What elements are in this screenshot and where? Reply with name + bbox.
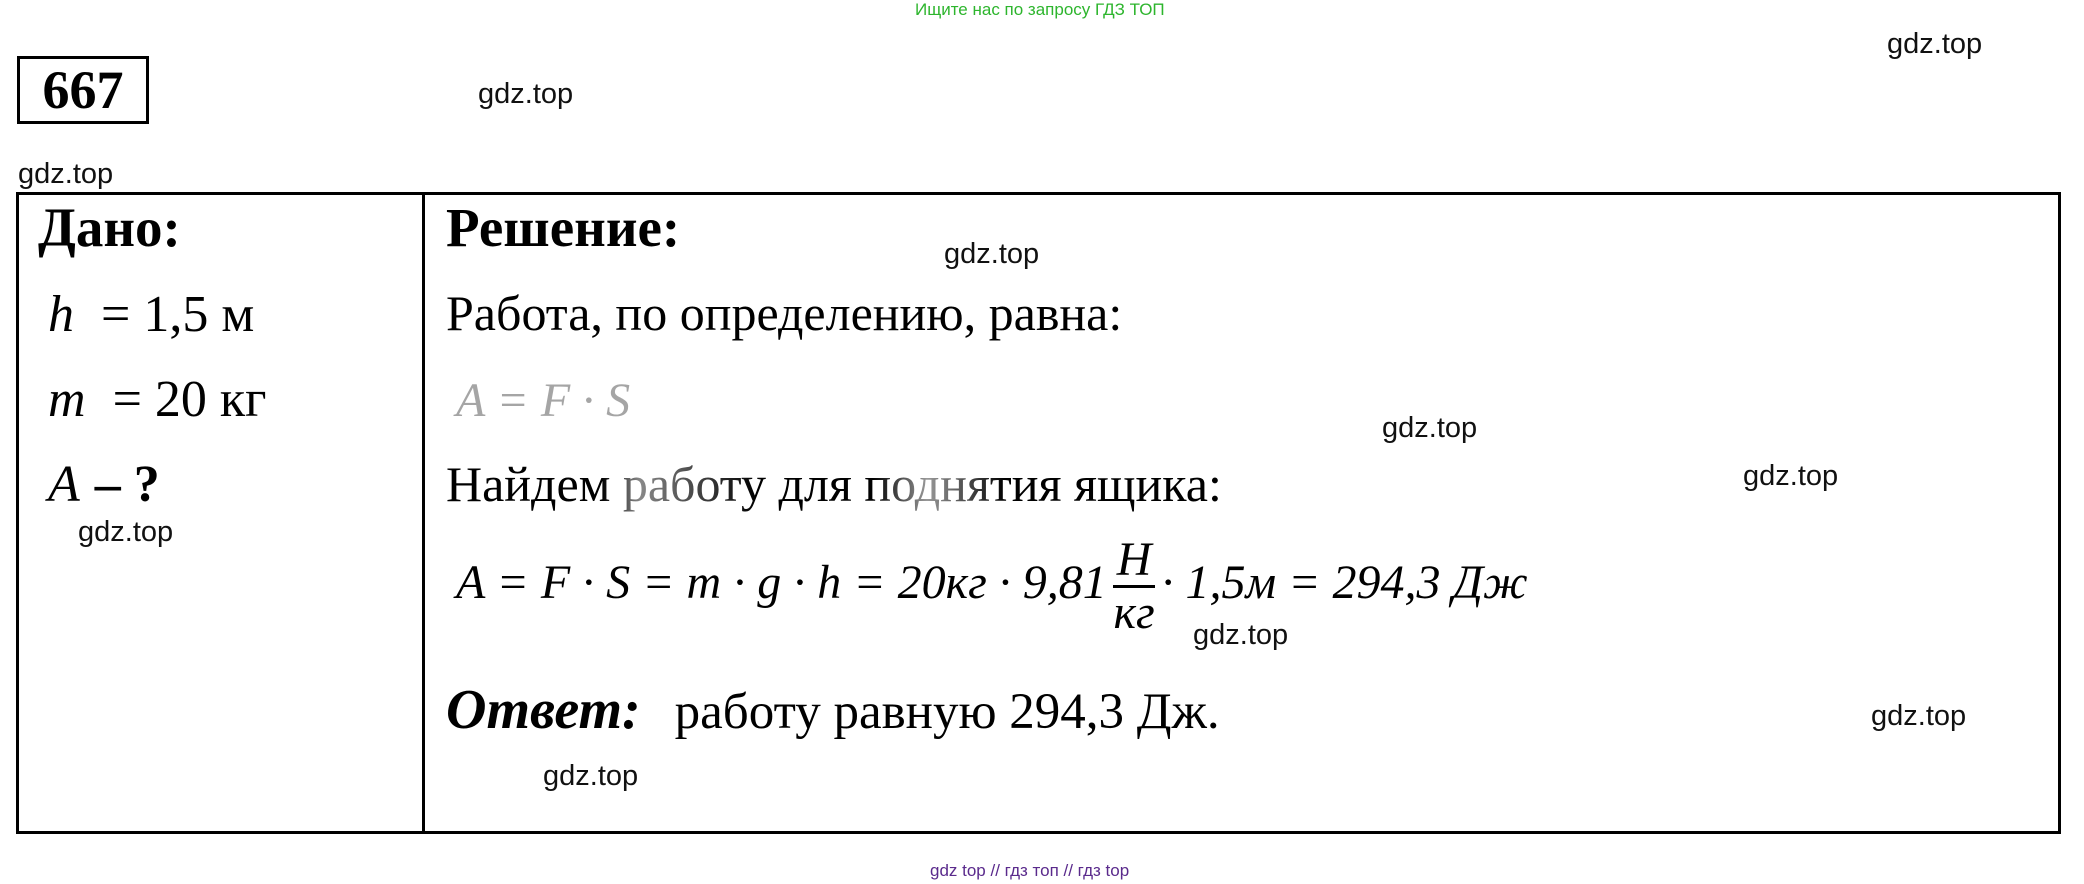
watermark: gdz.top [1887, 28, 1983, 60]
answer-text: работу равную 294,3 Дж. [674, 684, 1220, 740]
given-heading: Дано: [38, 197, 181, 258]
watermark: gdz.top [944, 238, 1040, 270]
value-h: = 1,5 м [101, 286, 255, 343]
work-formula [456, 373, 630, 428]
var-a: A [48, 456, 80, 513]
unit-fraction [1113, 535, 1156, 639]
work-formula-text: A = F · S [456, 374, 631, 427]
calc-left: A = F · S = m · g · h = 20кг · 9,81 [456, 555, 1107, 609]
calc-right: · 1,5м = 294,3 Дж [1161, 555, 1528, 609]
watermark: gdz.top [1871, 700, 1967, 732]
value-m: = 20 кг [112, 371, 267, 428]
unknown-a: – ? [94, 456, 160, 513]
watermark: gdz.top [1743, 460, 1839, 492]
find-work-text: Найдем работу для поднятия ящика: [446, 456, 1222, 512]
watermark: gdz.top [1382, 412, 1478, 444]
given-m [48, 370, 266, 429]
column-divider [422, 192, 425, 834]
definition-line: Работа, по определению, равна: [446, 285, 1123, 341]
watermark: gdz.top [478, 78, 574, 110]
problem-number: 667 [17, 56, 149, 124]
search-banner: Ищите нас по запросу ГДЗ ТОП [915, 0, 1165, 19]
calculation-formula [456, 535, 1528, 639]
fraction-denominator: кг [1113, 586, 1155, 640]
given-h [48, 285, 254, 344]
watermark: gdz.top [543, 760, 639, 792]
footer-links: gdz top // гдз топ // гдз top [930, 861, 1130, 880]
given-a [48, 455, 160, 514]
watermark: gdz.top [78, 516, 174, 548]
watermark: gdz.top [18, 158, 114, 190]
watermark: gdz.top [1193, 619, 1289, 651]
answer-label: Ответ: [446, 679, 641, 741]
fraction-numerator: Н [1113, 535, 1156, 588]
var-m: m [48, 371, 86, 428]
find-work-line [446, 455, 1222, 513]
var-h: h [48, 286, 74, 343]
answer-line [446, 678, 1220, 742]
solution-heading: Решение: [446, 197, 681, 258]
